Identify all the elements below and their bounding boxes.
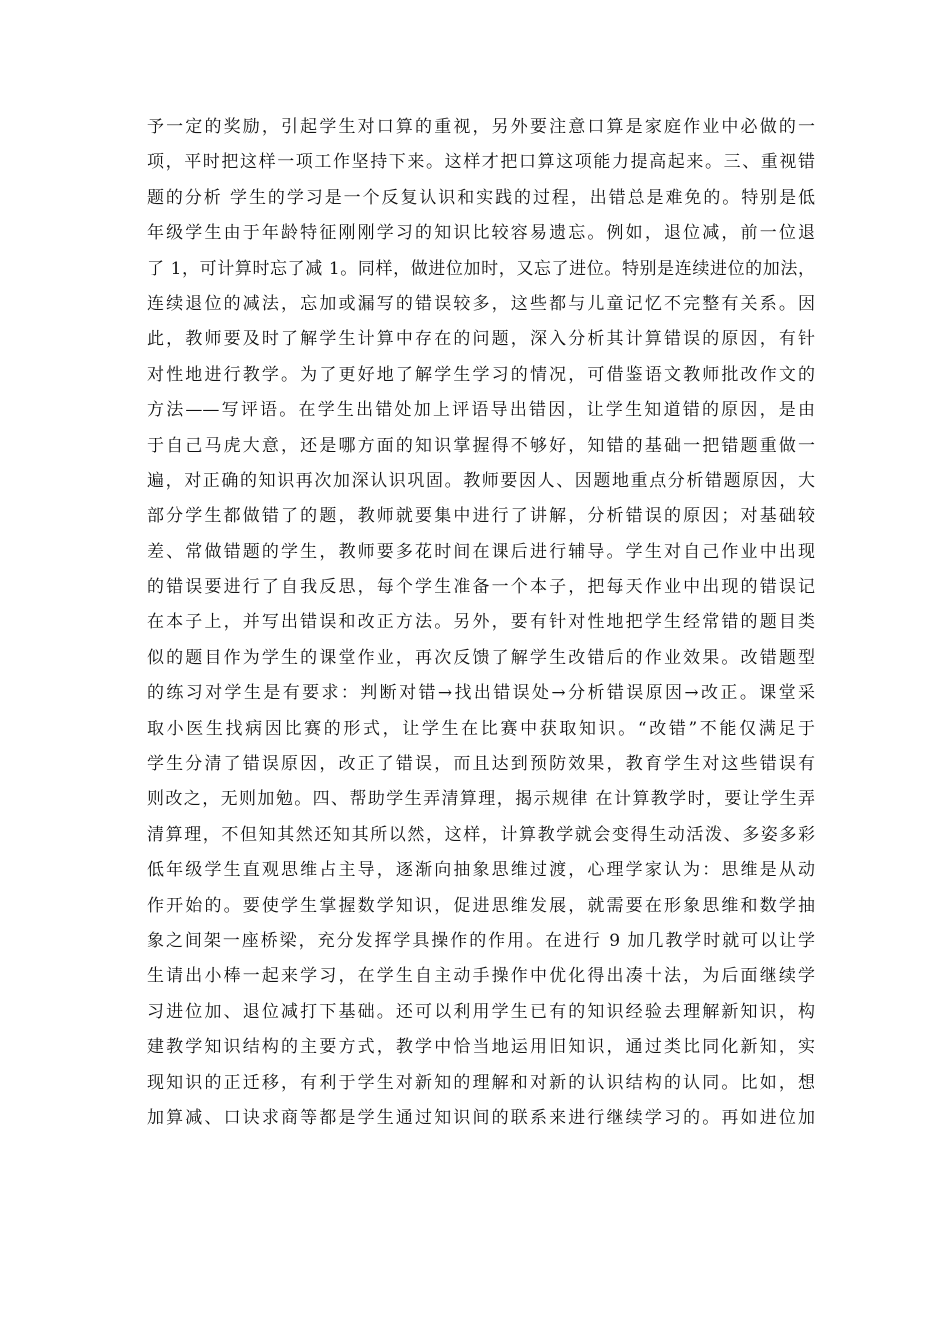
text-line: 生请出小棒一起来学习，在学生自主动手操作中优化得出凑十法，为后面继续学 xyxy=(147,966,815,987)
text-line: 加算减、口诀求商等都是学生通过知识间的联系来进行继续学习的。再如进位加 xyxy=(147,1107,815,1128)
text-line: 方法——写评语。在学生出错处加上评语导出错因，让学生知道错的原因，是由 xyxy=(147,400,815,421)
text-line: 予一定的奖励，引起学生对口算的重视，另外要注意口算是家庭作业中必做的一 xyxy=(147,117,815,137)
text-line: 的练习对学生是有要求：判断对错→找出错误处→分析错误原因→改正。课堂采 xyxy=(147,683,815,704)
text-line: 似的题目作为学生的课堂作业，再次反馈了解学生改错后的作业效果。改错题型 xyxy=(147,647,815,668)
text-line: 作开始的。要使学生掌握数学知识，促进思维发展，就需要在形象思维和数学抽 xyxy=(147,895,815,916)
text-line: 现知识的正迁移，有利于学生对新知的理解和对新的认识结构的认同。比如，想 xyxy=(147,1072,815,1093)
text-line: 了 1，可计算时忘了减 1。同样，做进位加时，又忘了进位。特别是连续进位的加法， xyxy=(147,258,815,279)
text-line: 低年级学生直观思维占主导，逐渐向抽象思维过渡，心理学家认为：思维是从动 xyxy=(147,860,815,881)
text-line: 象之间架一座桥梁，充分发挥学具操作的作用。在进行 9 加几教学时就可以让学 xyxy=(147,930,815,951)
text-line: 连续退位的减法，忘加或漏写的错误较多，这些都与儿童记忆不完整有关系。因 xyxy=(147,293,815,314)
text-line: 取小医生找病因比赛的形式，让学生在比赛中获取知识。“改错”不能仅满足于 xyxy=(147,718,815,739)
text-line: 对性地进行教学。为了更好地了解学生学习的情况，可借鉴语文教师批改作文的 xyxy=(147,364,815,385)
text-line: 部分学生都做错了的题，教师就要集中进行了讲解，分析错误的原因；对基础较 xyxy=(147,506,815,527)
text-line: 建教学知识结构的主要方式，教学中恰当地运用旧知识，通过类比同化新知，实 xyxy=(147,1037,815,1058)
text-line: 此，教师要及时了解学生计算中存在的问题，深入分析其计算错误的原因，有针 xyxy=(147,329,815,350)
text-line: 项，平时把这样一项工作坚持下来。这样才把口算这项能力提高起来。三、重视错 xyxy=(147,152,815,173)
text-line: 的错误要进行了自我反思，每个学生准备一个本子，把每天作业中出现的错误记 xyxy=(147,577,815,598)
text-line: 年级学生由于年龄特征刚刚学习的知识比较容易遗忘。例如，退位减，前一位退 xyxy=(147,223,815,244)
text-line: 习进位加、退位减打下基础。还可以利用学生已有的知识经验去理解新知识，构 xyxy=(147,1001,815,1022)
text-line: 题的分析 学生的学习是一个反复认识和实践的过程，出错总是难免的。特别是低 xyxy=(147,187,815,208)
text-line: 遍，对正确的知识再次加深认识巩固。教师要因人、因题地重点分析错题原因，大 xyxy=(147,470,815,491)
text-line: 学生分清了错误原因，改正了错误，而且达到预防效果，教育学生对这些错误有 xyxy=(147,754,815,775)
body-text xyxy=(147,110,815,1136)
text-line: 则改之，无则加勉。四、帮助学生弄清算理，揭示规律 在计算教学时，要让学生弄 xyxy=(147,789,815,810)
text-line: 于自己马虎大意，还是哪方面的知识掌握得不够好，知错的基础一把错题重做一 xyxy=(147,435,815,456)
text-line: 差、常做错题的学生，教师要多花时间在课后进行辅导。学生对自己作业中出现 xyxy=(147,541,815,562)
text-line: 清算理，不但知其然还知其所以然，这样，计算教学就会变得生动活泼、多姿多彩 xyxy=(147,824,815,845)
text-line: 在本子上，并写出错误和改正方法。另外，要有针对性地把学生经常错的题目类 xyxy=(147,612,815,633)
